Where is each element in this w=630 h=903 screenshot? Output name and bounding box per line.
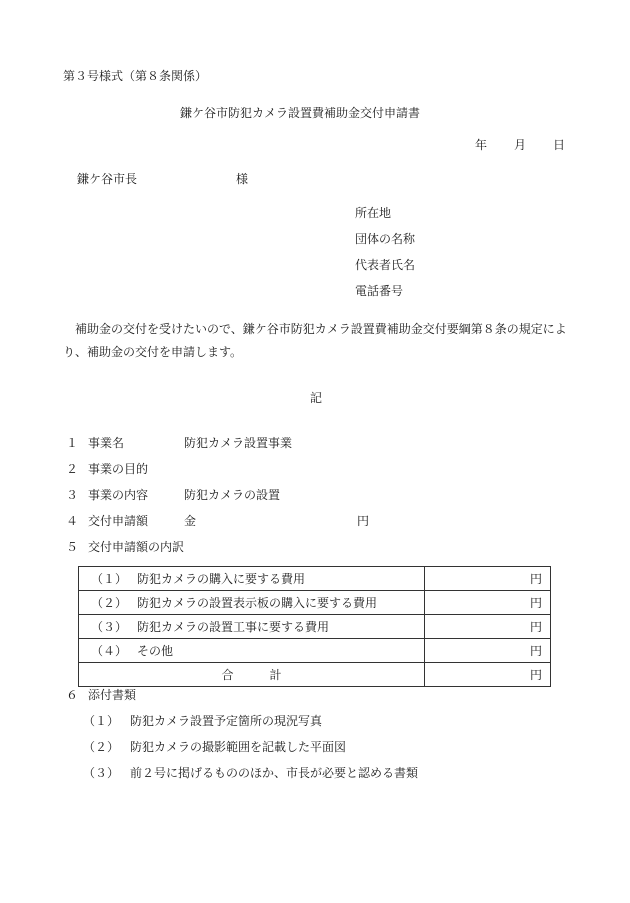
breakdown-table	[78, 566, 551, 687]
breakdown-row-unit: 円	[529, 595, 542, 610]
item-5-number: ５	[66, 540, 79, 554]
breakdown-total-label-cell	[79, 663, 425, 687]
breakdown-row-label: 防犯カメラの設置工事に要する費用	[137, 619, 330, 634]
total-label-second: 計	[269, 667, 282, 682]
breakdown-item-cell	[79, 639, 425, 663]
date-month: 月	[514, 138, 527, 152]
item-4-unit: 円	[357, 514, 370, 528]
table-total-row	[79, 663, 551, 687]
item-2-label: 事業の目的	[88, 462, 149, 476]
breakdown-item-cell	[79, 591, 425, 615]
item-5-label: 交付申請額の内訳	[88, 540, 185, 554]
addressee-name: 鎌ケ谷市長	[77, 172, 138, 186]
breakdown-amount-cell	[425, 567, 551, 591]
date-day: 日	[553, 138, 566, 152]
breakdown-item-cell	[79, 615, 425, 639]
breakdown-total-unit: 円	[529, 667, 542, 682]
table-row	[79, 615, 551, 639]
breakdown-amount-cell	[425, 591, 551, 615]
document-title: 鎌ケ谷市防犯カメラ設置費補助金交付申請書	[180, 106, 421, 120]
breakdown-item-cell	[79, 567, 425, 591]
attachment-1-label: 防犯カメラ設置予定箇所の現況写真	[130, 714, 323, 728]
breakdown-row-unit: 円	[529, 571, 542, 586]
attachment-3-label: 前２号に掲げるもののほか、市長が必要と認める書類	[130, 766, 419, 780]
item-1-number: １	[66, 436, 79, 450]
attachment-2-number: （２）	[83, 740, 120, 754]
breakdown-row-label: 防犯カメラの設置表示板の購入に要する費用	[137, 595, 378, 610]
item-2-number: ２	[66, 462, 79, 476]
table-row	[79, 591, 551, 615]
item-6-number: ６	[66, 688, 79, 702]
item-6-label: 添付書類	[88, 688, 137, 702]
application-statement-text: 補助金の交付を受けたいので、鎌ケ谷市防犯カメラ設置費補助金交付要綱第８条の規定により、補助金の交付を申請します。	[63, 322, 567, 359]
field-representative: 代表者氏名	[355, 258, 416, 272]
breakdown-row-number: （４）	[91, 643, 128, 658]
date-year: 年	[475, 138, 488, 152]
item-3-label: 事業の内容	[88, 488, 149, 502]
breakdown-row-number: （２）	[91, 595, 128, 610]
item-3-number: ３	[66, 488, 79, 502]
attachment-2-label: 防犯カメラの撮影範囲を記載した平面図	[130, 740, 347, 754]
breakdown-amount-cell	[425, 615, 551, 639]
breakdown-amount-cell	[425, 639, 551, 663]
breakdown-row-unit: 円	[529, 643, 542, 658]
ki-heading: 記	[310, 391, 323, 405]
field-organization-name: 団体の名称	[355, 232, 416, 246]
total-label-first: 合	[221, 667, 234, 682]
item-3-value: 防犯カメラの設置	[184, 488, 281, 502]
table-row	[79, 639, 551, 663]
field-phone: 電話番号	[355, 284, 404, 298]
attachment-1-number: （１）	[83, 714, 120, 728]
breakdown-row-label: 防犯カメラの購入に要する費用	[137, 571, 306, 586]
item-1-value: 防犯カメラ設置事業	[184, 436, 293, 450]
item-4-value: 金	[184, 514, 197, 528]
item-4-number: ４	[66, 514, 79, 528]
breakdown-row-label: その他	[137, 643, 174, 658]
breakdown-row-number: （３）	[91, 619, 128, 634]
attachment-3-number: （３）	[83, 766, 120, 780]
breakdown-row-unit: 円	[529, 619, 542, 634]
item-1-label: 事業名	[88, 436, 125, 450]
application-statement	[63, 318, 583, 364]
field-address: 所在地	[355, 206, 392, 220]
breakdown-row-number: （１）	[91, 571, 128, 586]
addressee-honorific: 様	[236, 172, 249, 186]
form-number: 第３号様式（第８条関係）	[63, 69, 208, 83]
breakdown-total-amount-cell	[425, 663, 551, 687]
item-4-label: 交付申請額	[88, 514, 149, 528]
table-row	[79, 567, 551, 591]
